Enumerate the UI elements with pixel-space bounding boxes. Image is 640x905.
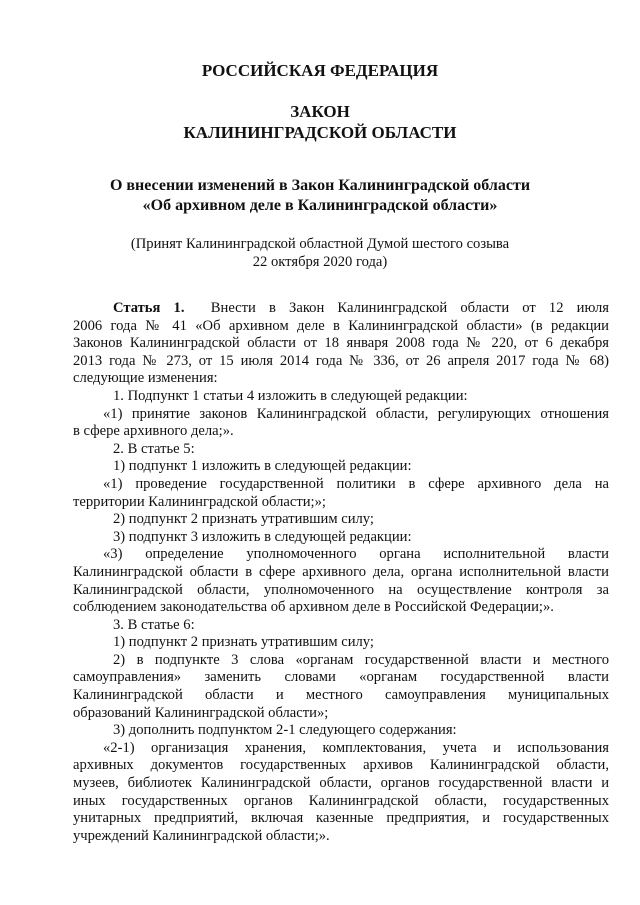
article-line: учреждений Калининградской области;».: [73, 827, 330, 844]
article-line: «1) проведение государственной политики в сфере архивного дела на: [103, 475, 609, 492]
article-line: архивных документов государственных архивов Калининградской области,: [73, 757, 609, 774]
article-line: иных государственных органов Калининградской области, государственных: [73, 792, 609, 809]
article-line: «3) определение уполномоченного органа исполнительной власти: [103, 546, 609, 563]
article-line-text: Внести в Закон Калининградской области от 12 июля: [210, 300, 609, 316]
article-line: 2) подпункт 2 признать утратившим силу;: [113, 511, 374, 528]
law-heading: ЗАКОН: [290, 102, 350, 121]
article-line: образований Калининградской области»;: [73, 704, 329, 721]
article-line: самоуправления» заменить словами «органам государственной власти: [73, 669, 609, 686]
article-line: [73, 300, 609, 318]
article-line: музеев, библиотек Калининградской области, органов государственной власти и: [73, 775, 609, 792]
adoption-note-line-2: 22 октября 2020 года): [252, 254, 388, 270]
article-label: Статья 1.: [113, 300, 185, 316]
article-line: 1. Подпункт 1 статьи 4 изложить в следующей редакции:: [113, 387, 468, 404]
article-line: 2006 года № 41 «Об архивном деле в Калининградской области» (в редакции: [73, 317, 609, 334]
region-heading: КАЛИНИНГРАДСКОЙ ОБЛАСТИ: [183, 123, 457, 142]
article-line: в сфере архивного дела;».: [73, 423, 234, 440]
article-line: 3) подпункт 3 изложить в следующей редакции:: [113, 528, 412, 545]
law-title-line-1: О внесении изменений в Закон Калининградской области: [109, 177, 531, 194]
article-line: 1) подпункт 2 признать утратившим силу;: [113, 634, 374, 651]
article-line: 2) в подпункте 3 слова «органам государственной власти и местного: [113, 651, 609, 668]
article-line: территории Калининградской области;»;: [73, 493, 326, 510]
article-line: 3. В статье 6:: [113, 616, 195, 633]
article-line: Калининградской области и местного самоуправления муниципальных: [73, 687, 609, 704]
adoption-note-line-1: (Принят Калининградской областной Думой шестого созыва: [130, 236, 510, 252]
article-line: Законов Калининградской области от 18 января 2008 года № 220, от 6 декабря: [73, 335, 609, 352]
article-line: следующие изменения:: [73, 370, 218, 387]
article-line: соблюдением законодательства об архивном деле в Российской Федерации;».: [73, 599, 554, 616]
article-line: Калининградской области, уполномоченного на осуществление контроля за: [73, 581, 609, 598]
federation-heading: РОССИЙСКАЯ ФЕДЕРАЦИЯ: [201, 61, 439, 80]
article-line: унитарных предприятий, включая казенные предприятия, и государственных: [73, 810, 609, 827]
article-line: Калининградской области в сфере архивного дела, органа исполнительной власти: [73, 563, 609, 580]
law-title-line-2: «Об архивном деле в Калининградской области»: [142, 197, 498, 214]
article-line: «2-1) организация хранения, комплектования, учета и использования: [103, 739, 609, 756]
article-line: 3) дополнить подпунктом 2-1 следующего содержания:: [113, 722, 457, 739]
article-line: 2. В статье 5:: [113, 440, 195, 457]
article-line: 1) подпункт 1 изложить в следующей редакции:: [113, 458, 412, 475]
article-line: «1) принятие законов Калининградской области, регулирующих отношения: [103, 405, 609, 422]
article-body: [73, 300, 609, 845]
article-line: 2013 года № 273, от 15 июля 2014 года № 336, от 26 апреля 2017 года № 68): [73, 352, 609, 369]
